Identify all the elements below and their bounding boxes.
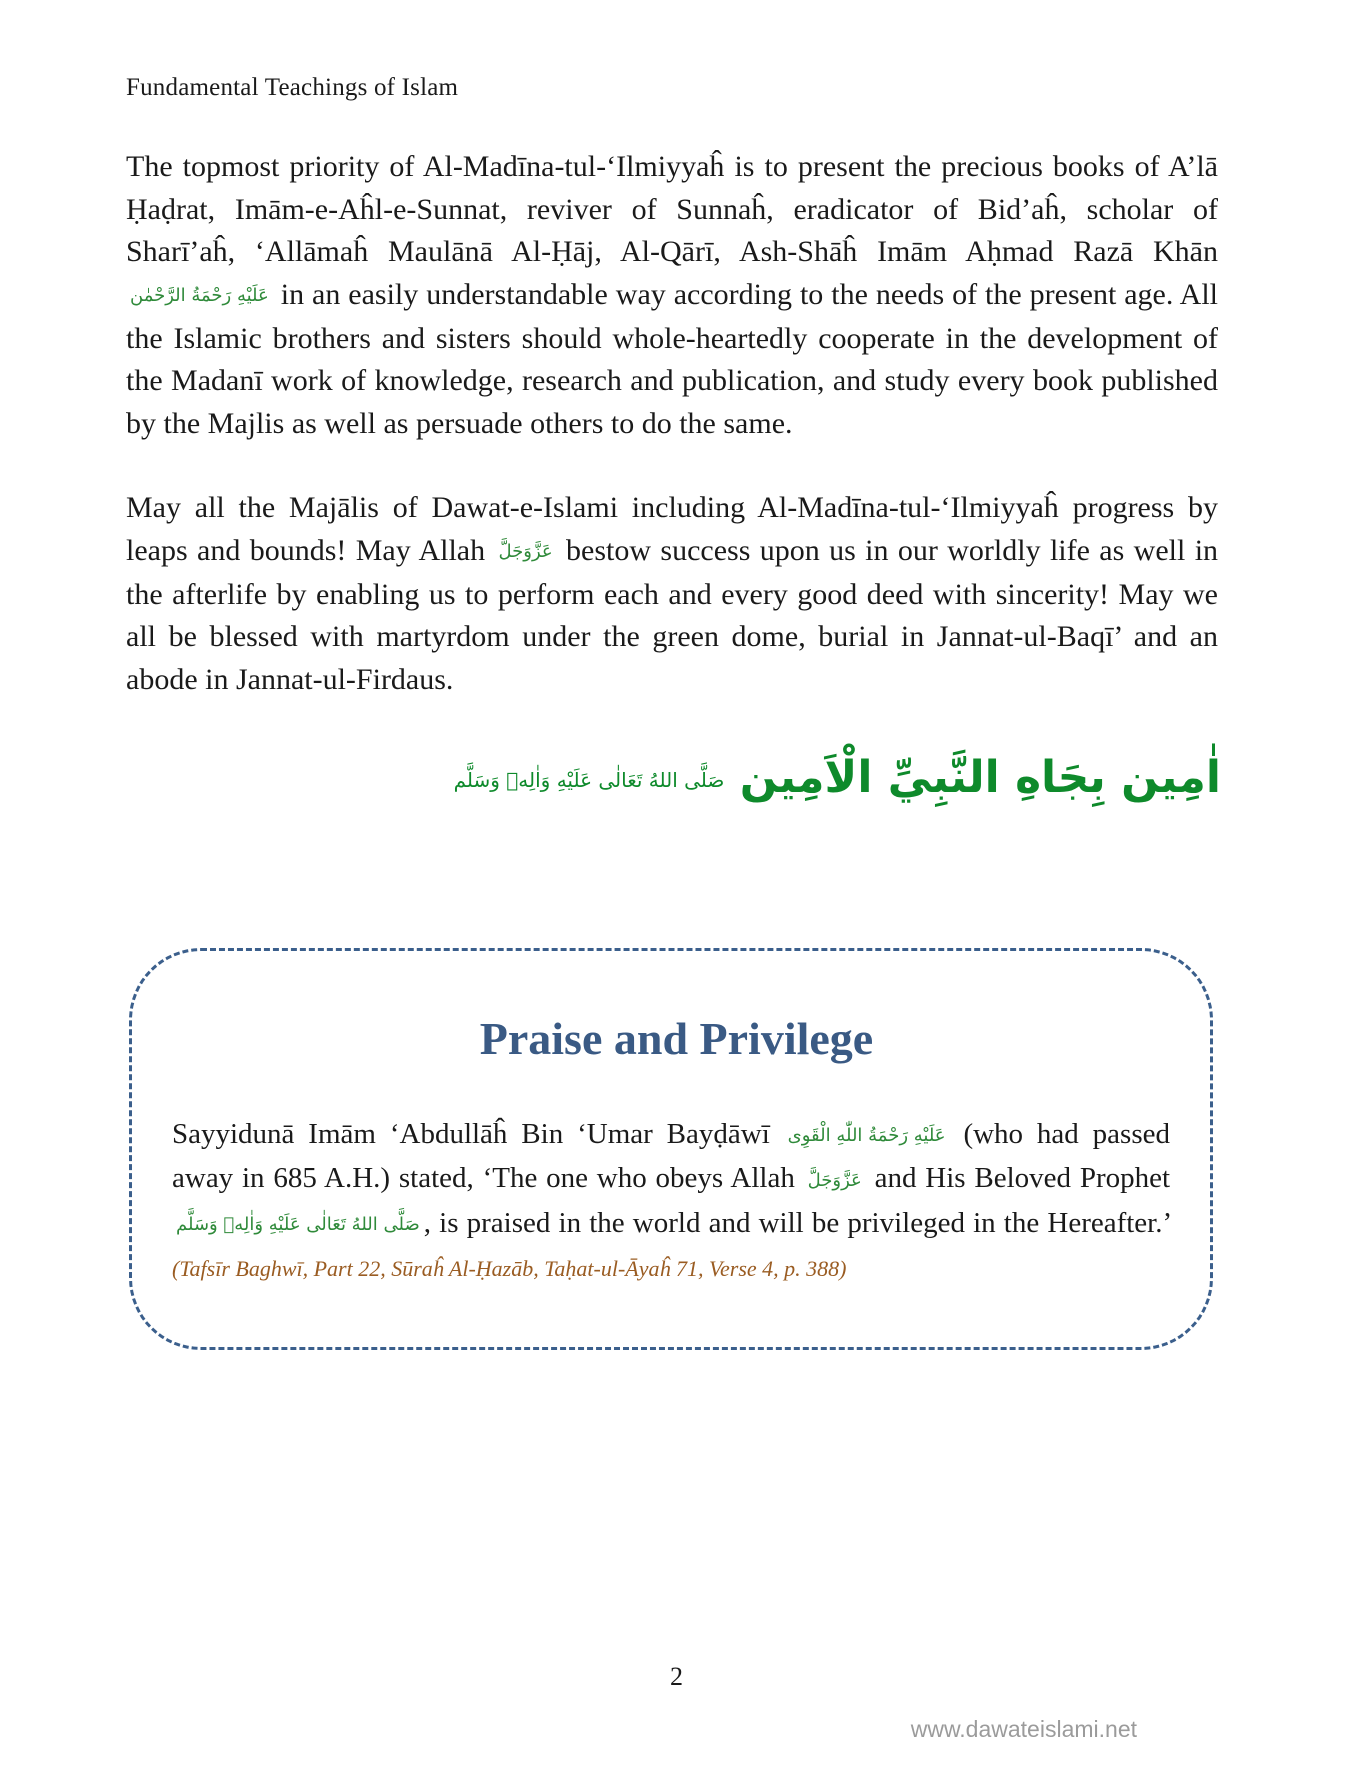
arabic-salat: صَلَّى اللهُ تَعَالٰى عَلَيْهِ وَاٰلِهٖ وَسَلَّم <box>176 1214 420 1236</box>
ameen-calligraphy <box>453 752 1221 803</box>
page-number: 2 <box>670 1662 683 1691</box>
paragraph-dua <box>126 487 1218 701</box>
arabic-honorific-rahmah: عَلَيْهِ رَحْمَةُ الرَّحْمٰن <box>130 285 269 307</box>
paragraph-1-text-b: in an easily understandable way according to the needs of the present age. All the Islamic brothers and sisters should whole-heartedly cooperate in the development of the Madanī work of knowledge, research and publication, and study every book published by the Majlis as well as persuade others to do the same. <box>126 277 1219 440</box>
callout-paragraph <box>172 1113 1170 1290</box>
arabic-honorific-qawi: عَلَيْهِ رَحْمَةُ اللّٰهِ الْقَوِى <box>787 1125 946 1147</box>
paragraph-madina-ilmiyyah <box>126 146 1218 445</box>
running-header: Fundamental Teachings of Islam <box>126 74 459 101</box>
ameen-main-text: اٰمِين بِجَاهِ النَّبِيِّ الْاَمِين <box>739 752 1221 803</box>
arabic-honorific-azza-wa-jall: عَزَّوَجَلَّ <box>498 541 553 563</box>
callout-title: Praise and Privilege <box>479 1013 874 1064</box>
callout-text-a: Sayyidunā Imām ‘Abdullāĥ Bin ‘Umar Bayḍāwī <box>172 1118 770 1150</box>
arabic-honorific-azza-wa-jall-2: عَزَّوَجَلَّ <box>807 1169 862 1191</box>
website-watermark: www.dawateislami.net <box>910 1716 1137 1742</box>
callout-text-d: , is praised in the world and will be privileged in the Hereafter.’ <box>423 1206 1170 1239</box>
paragraph-2-text-a: May all the Majālis of Dawat-e-Islami including Al-Madīna-tul-‘Ilmiyyaĥ progress by leaps and bounds! May Allah <box>126 491 1218 567</box>
callout-text-c: and His Beloved Prophet <box>874 1162 1171 1195</box>
ameen-salat-text: صَلَّى اللهُ تَعَالٰى عَلَيْهِ وَاٰلِهٖ وَسَلَّم <box>453 768 725 792</box>
paragraph-2-text-b: bestow success upon us in our worldly life as well in the afterlife by enabling us to perform each and every good deed with sincerity! May we all be blessed with martyrdom under the green dome, burial in Jannat-ul-Baqī’ and an abode in Jannat-ul-Firdaus. <box>126 533 1219 696</box>
citation-reference: (Tafsīr Baghwī, Part 22, Sūraĥ Al-Ḥazāb, Taḥat-ul-Āyaĥ 71, Verse 4, p. 388) <box>172 1256 847 1282</box>
paragraph-1-text-a: The topmost priority of Al-Madīna-tul-‘Ilmiyyaĥ is to present the precious books of A’lā Ḥaḍrat, Imām-e-Aĥl-e-Sunnat, reviver of Sunnaĥ, eradicator of Bid’aĥ, scholar of Sharī’aĥ, ‘Allāmaĥ Maulānā Al-Ḥāj, Al-Qārī, Ash-Shāĥ Imām Aḥmad Razā Khān <box>126 150 1218 268</box>
callout-text-b: (who had passed away in 685 A.H.) stated, ‘The one who obeys Allah <box>172 1118 1170 1195</box>
